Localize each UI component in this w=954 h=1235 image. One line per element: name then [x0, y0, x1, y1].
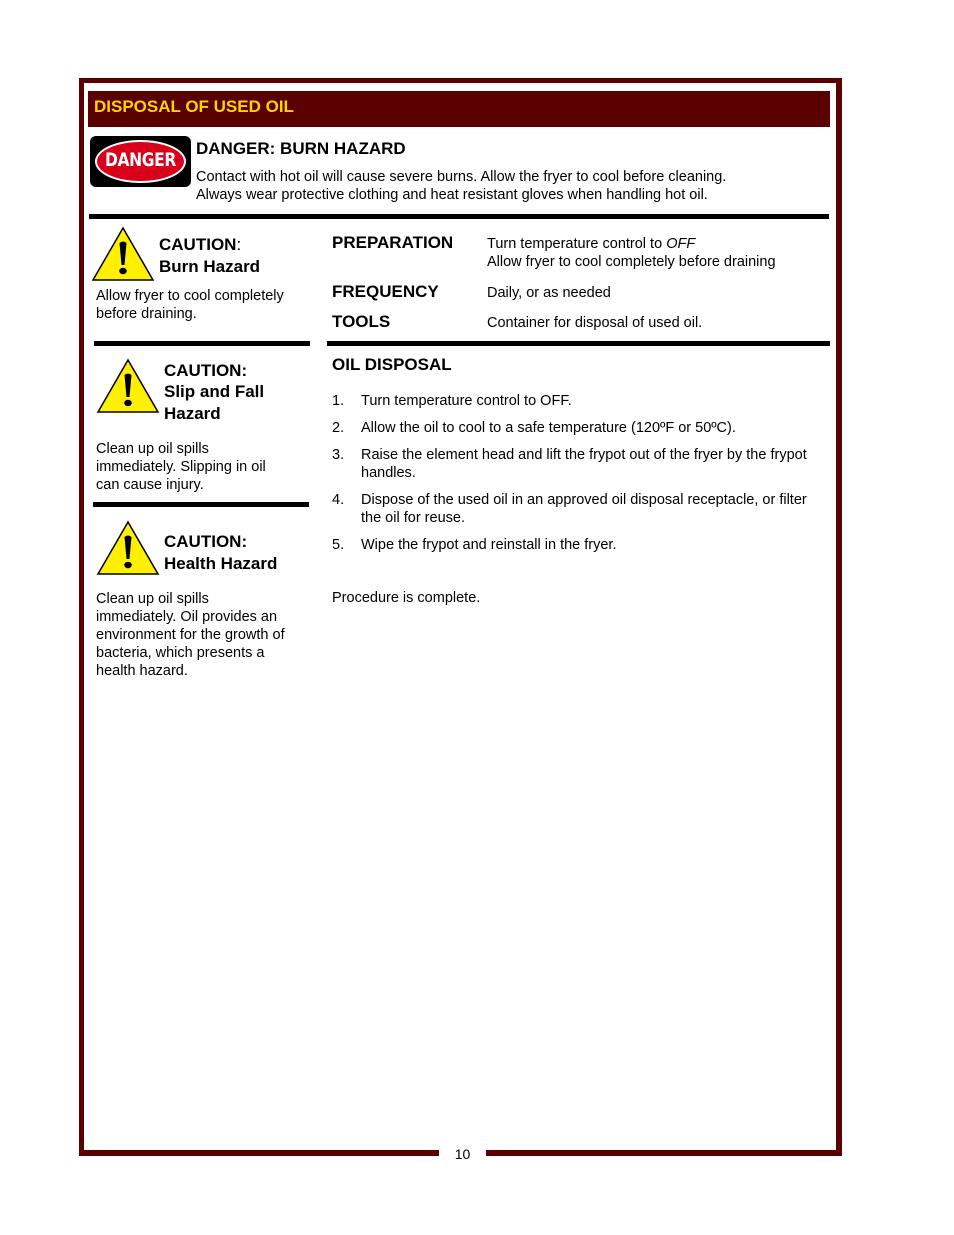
- danger-sign-icon: [90, 136, 191, 187]
- procedure-complete: Procedure is complete.: [332, 590, 481, 606]
- preparation-line: Turn temperature control to OFF: [487, 236, 696, 252]
- caution-text-line: bacteria, which presents a: [96, 645, 265, 661]
- caution-label: CAUTION:: [164, 361, 248, 380]
- caution-text-line: immediately. Slipping in oil: [96, 459, 266, 475]
- caution-text-line: environment for the growth of: [96, 627, 285, 643]
- procedure-step: 2. Allow the oil to cool to a safe temperature (120ºF or 50ºC).: [332, 420, 736, 436]
- divider: [327, 341, 830, 346]
- procedure-step: 3. Raise the element head and lift the frypot out of the fryer by the frypot handles.: [332, 447, 807, 481]
- divider: [93, 502, 309, 507]
- preparation-value: [487, 235, 776, 271]
- divider: [94, 341, 310, 346]
- procedure-heading: OIL DISPOSAL: [332, 355, 452, 374]
- caution-text-line: Clean up oil spills: [96, 441, 209, 457]
- danger-text-line: Contact with hot oil will cause severe burns. Allow the fryer to cool before cleaning.: [196, 169, 727, 185]
- caution-title: Health Hazard: [164, 554, 278, 573]
- caution-text: [96, 590, 285, 680]
- caution-text-line: Clean up oil spills: [96, 591, 209, 607]
- preparation-label: PREPARATION: [332, 233, 454, 252]
- caution-text-line: can cause injury.: [96, 477, 204, 493]
- caution-label: CAUTION:: [159, 235, 242, 254]
- caution-text: [96, 287, 284, 323]
- footer-rule: [486, 1150, 842, 1156]
- caution-title: Burn Hazard: [159, 257, 261, 276]
- procedure-steps: [332, 392, 812, 563]
- caution-title: Hazard: [164, 404, 221, 423]
- danger-sign-text: DANGER: [104, 149, 177, 171]
- divider: [89, 214, 829, 219]
- procedure-step: 4. Dispose of the used oil in an approved oil disposal receptacle, or filter the oil for reuse.: [332, 492, 807, 526]
- caution-warning-icon: [96, 520, 160, 576]
- danger-text-line: Always wear protective clothing and heat resistant gloves when handling hot oil.: [196, 187, 708, 203]
- caution-label: CAUTION:: [164, 532, 248, 551]
- caution-text-line: immediately. Oil provides an: [96, 609, 278, 625]
- section-title: DISPOSAL OF USED OIL: [94, 97, 294, 116]
- caution-text-line: Allow fryer to cool completely: [96, 288, 284, 304]
- frequency-value: Daily, or as needed: [487, 285, 611, 301]
- caution-warning-icon: [96, 358, 160, 414]
- footer-rule: [79, 1150, 439, 1156]
- caution-text-line: health hazard.: [96, 663, 188, 679]
- danger-heading: DANGER: BURN HAZARD: [196, 139, 406, 158]
- tools-label: TOOLS: [332, 312, 391, 331]
- caution-title: Slip and Fall: [164, 382, 265, 401]
- caution-text: [96, 440, 266, 494]
- caution-warning-icon: [91, 226, 155, 282]
- preparation-line: Allow fryer to cool completely before draining: [487, 254, 776, 270]
- procedure-step: 5. Wipe the frypot and reinstall in the fryer.: [332, 537, 617, 553]
- frequency-label: FREQUENCY: [332, 282, 439, 301]
- caution-text-line: before draining.: [96, 306, 197, 322]
- procedure-step: 1. Turn temperature control to OFF.: [332, 393, 572, 409]
- tools-value: Container for disposal of used oil.: [487, 315, 703, 331]
- section-title-bar: [88, 91, 830, 127]
- page-number: 10: [439, 1146, 486, 1162]
- danger-text: [196, 168, 816, 204]
